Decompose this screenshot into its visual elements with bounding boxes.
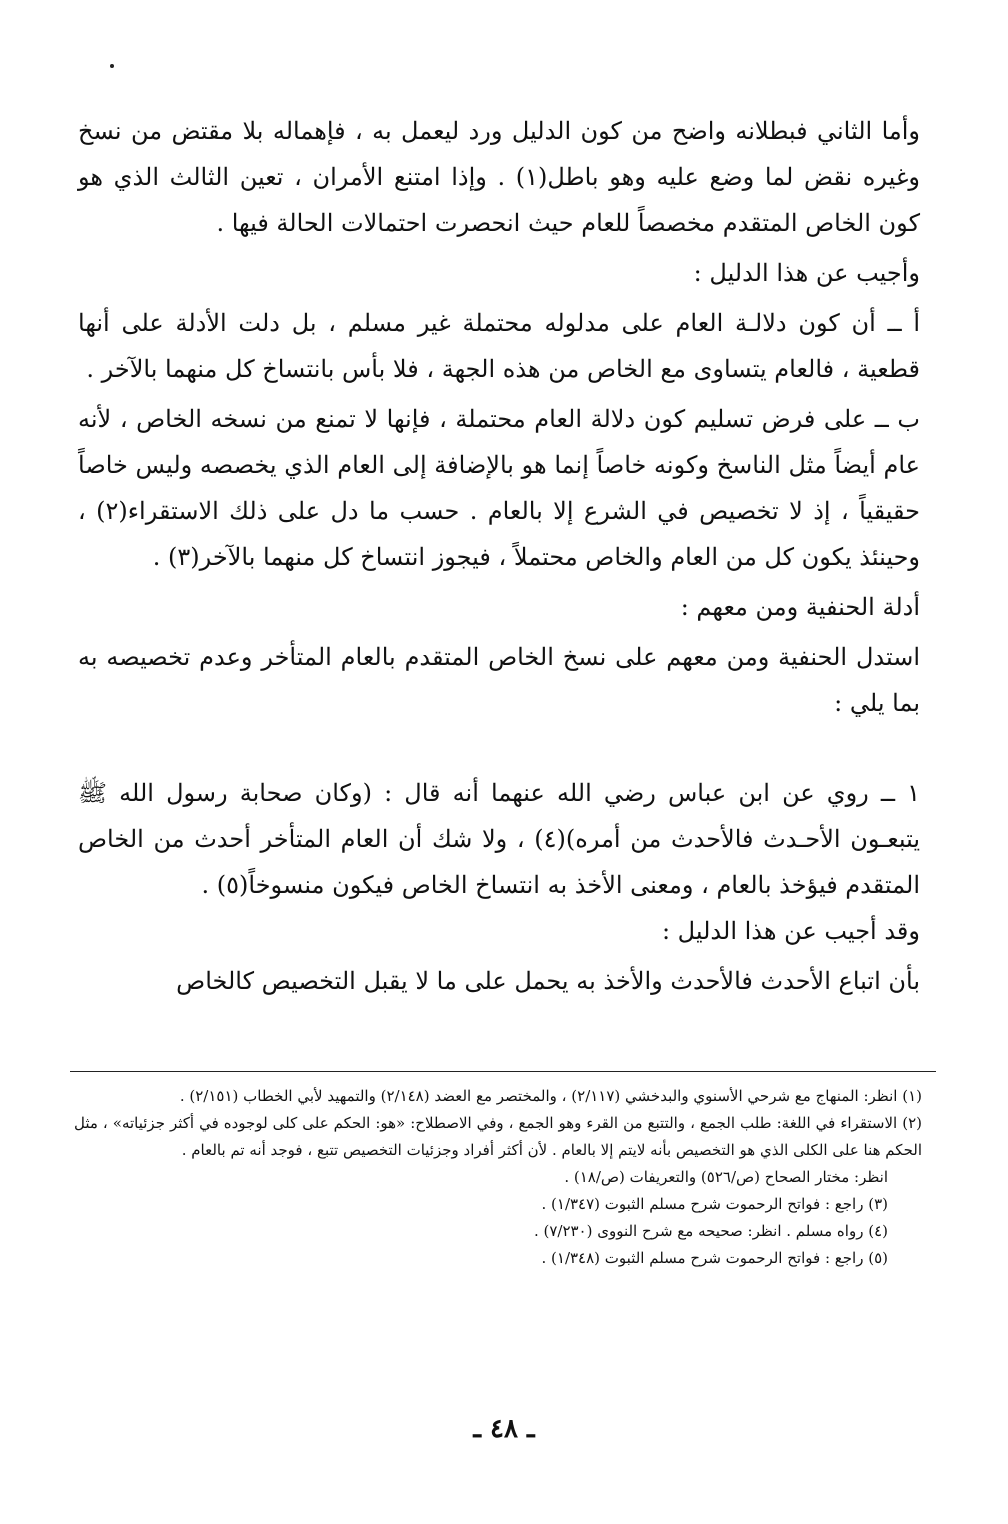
footnotes	[74, 1083, 922, 1272]
footnote-2-reference: انظر: مختار الصحاح (ص/٥٢٦) والتعريفات (ص/١٨) .	[564, 1168, 888, 1186]
paragraph-hanafi-intro: استدل الحنفية ومن معهم على نسخ الخاص المتقدم بالعام المتأخر وعدم تخصيصه به بما يلي :	[78, 643, 920, 717]
main-text	[78, 108, 920, 1004]
section-heading-hanafi: أدلة الحنفية ومن معهم :	[680, 593, 920, 621]
paragraph-answer-heading: وأجيب عن هذا الدليل :	[693, 259, 920, 287]
paragraph-reply: بأن اتباع الأحدث فالأحدث والأخذ به يحمل على ما لا يقبل التخصيص كالخاص	[176, 967, 920, 995]
scan-speck	[110, 64, 114, 68]
page-number: ـ ٤٨ ـ	[473, 1414, 535, 1444]
paragraph-second-option: وأما الثاني فبطلانه واضح من كون الدليل ورد ليعمل به ، فإهماله بلا مقتض من نسخ وغيره نقض لما وضع عليه وهو باطل(١) . وإذا امتنع الأمران ، تعين الثالث الذي هو كون الخاص المتقدم مخصصاً للعام حيث انحصرت احتمالات الحالة فيها .	[78, 117, 921, 237]
footnote-divider	[70, 1071, 936, 1072]
footnote-2: (٢) الاستقراء في اللغة: طلب الجمع ، والتتبع من القرء وهو الجمع ، وفي الاصطلاح: «هو: الحكم على كلى لوجوده في أكثر جزئياته» ، مثل الحكم هنا على الكلى الذي هو التخصيص بأنه لايتم إلا بالعام . لأن أكثر أفراد وجزئيات التخصيص تتبع ، فوجد أنه تم بالعام .	[74, 1114, 922, 1159]
footnote-1: (١) انظر: المنهاج مع شرحي الأسنوي والبدخشي (٢/١١٧) ، والمختصر مع العضد (٢/١٤٨) والتمهيد لأبي الخطاب (٢/١٥١) .	[179, 1087, 922, 1105]
paragraph-reply-heading: وقد أجيب عن هذا الدليل :	[661, 917, 920, 945]
footnote-3: (٣) راجع : فواتح الرحموت شرح مسلم الثبوت (١/٣٤٧) .	[541, 1195, 888, 1213]
paragraph-answer-b: ب ــ على فرض تسليم كون دلالة العام محتملة ، فإنها لا تمنع من نسخه الخاص ، لأنه عام أيضاً مثل الناسخ وكونه خاصاً إنما هو بالإضافة إلى العام الذي يخصصه وليس خاصاً حقيقياً ، إذ لا تخصيص في الشرع إلا بالعام . حسب ما دل على ذلك الاستقراء(٢) ، وحينئذ يكون كل من العام والخاص محتملاً ، فيجوز انتساخ كل منهما بالآخر(٣) .	[78, 405, 920, 571]
paragraph-answer-a: أ ــ أن كون دلالـة العام على مدلوله محتملة غير مسلم ، بل دلت الأدلة على أنها قطعية ، فالعام يتساوى مع الخاص من هذه الجهة ، فلا بأس بانتساخ كل منهما بالآخر .	[78, 309, 920, 383]
paragraph-evidence-1: ١ ــ روي عن ابن عباس رضي الله عنهما أنه قال : (وكان صحابة رسول الله ﷺ يتبعـون الأحـدث فالأحدث من أمره)(٤) ، ولا شك أن العام المتأخر أحدث من الخاص المتقدم فيؤخذ بالعام ، ومعنى الأخذ به انتساخ الخاص فيكون منسوخاً(٥) .	[78, 779, 921, 899]
footnote-5: (٥) راجع : فواتح الرحموت شرح مسلم الثبوت (١/٣٤٨) .	[541, 1249, 888, 1267]
footnote-4: (٤) رواه مسلم . انظر: صحيحه مع شرح النووى (٧/٢٣٠) .	[533, 1222, 888, 1240]
